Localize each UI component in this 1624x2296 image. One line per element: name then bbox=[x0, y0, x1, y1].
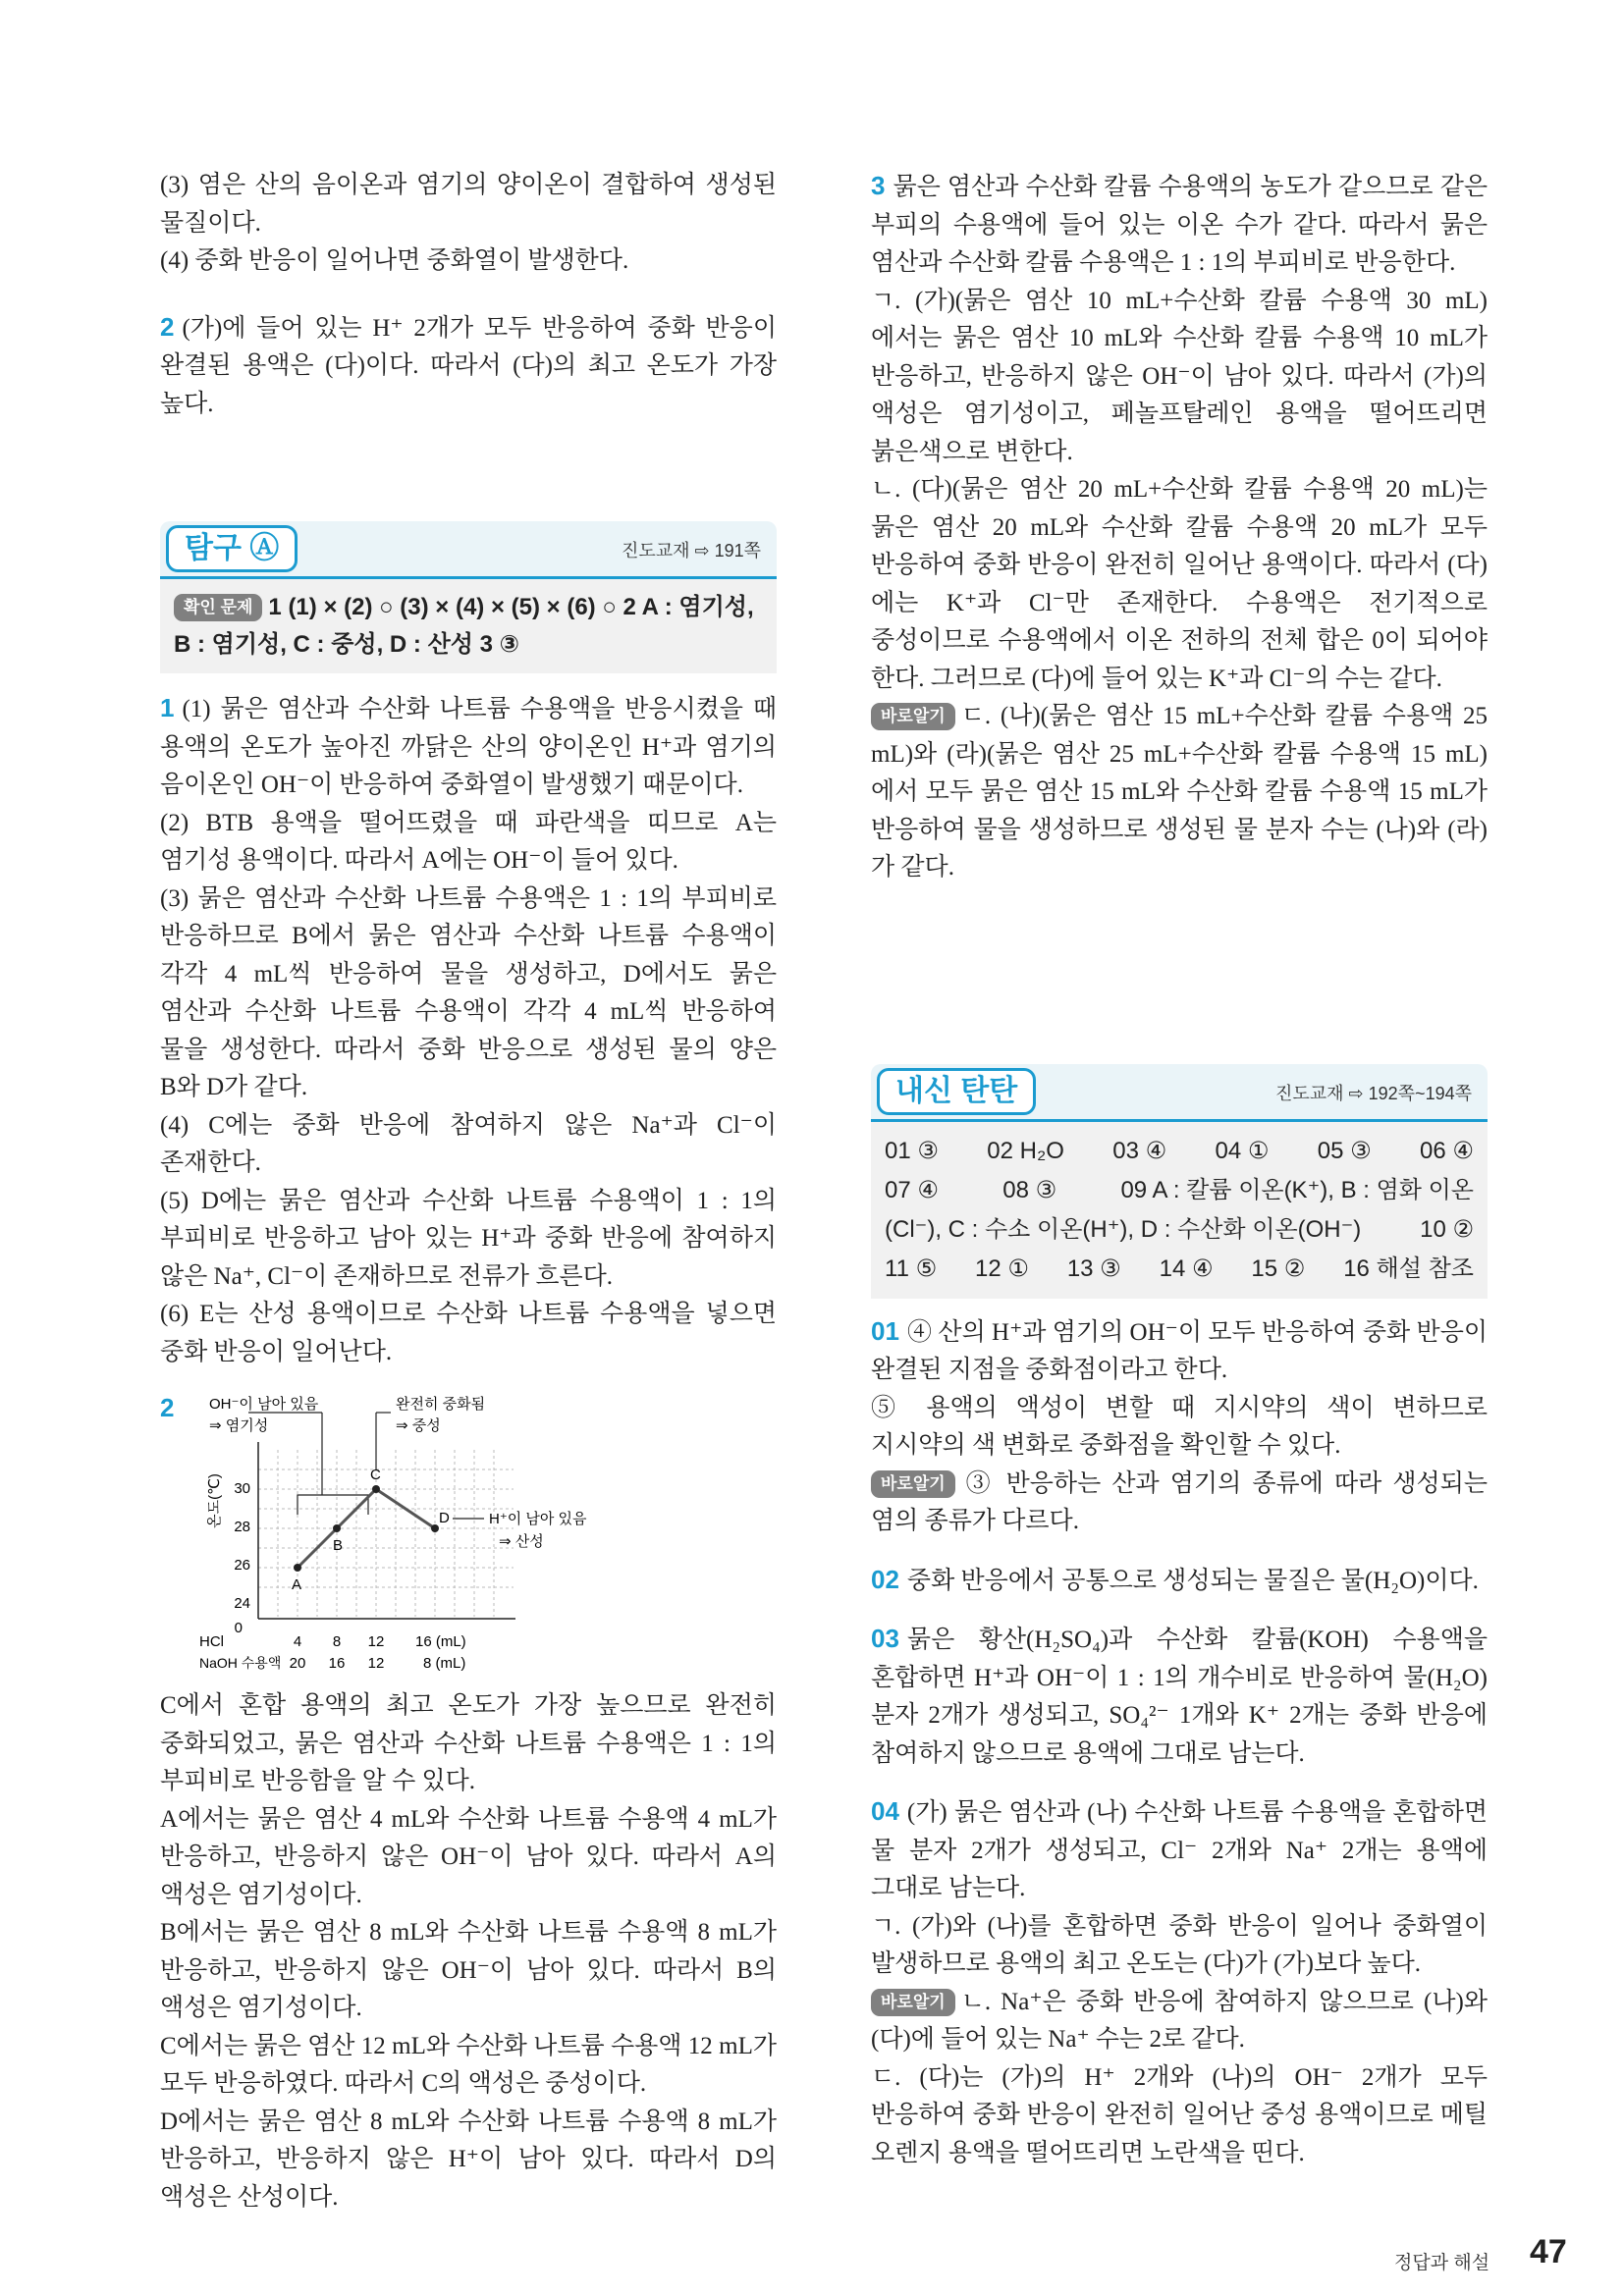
hcl-tick: 4 bbox=[293, 1633, 302, 1650]
answer-cell: 09 A : 칼륨 이온(K⁺), B : 염화 이온 bbox=[1120, 1176, 1474, 1203]
check-problem-tag: 확인 문제 bbox=[174, 594, 262, 621]
answer-cell: 14 ④ bbox=[1159, 1255, 1214, 1282]
answer-text: ④ 산의 H⁺과 염기의 OH⁻이 모두 반응하여 중화 반응이 완결된 지점을 중화점이라고 한다. bbox=[871, 1318, 1488, 1383]
intro-paragraph-3: (3) 염은 산의 음이온과 염기의 양이온이 결합하여 생성된 물질이다. bbox=[160, 172, 777, 237]
naesin-title: 내신 탄탄 bbox=[877, 1068, 1036, 1115]
answer-3-para-1 bbox=[871, 167, 1488, 283]
answer-2b-para-3: B에서는 묽은 염산 8 mL와 수산화 나트륨 수용액 8 mL가 반응하고, 반응하지 않은 OH⁻이 남아 있다. 따라서 B의 액성은 염기성이다. bbox=[160, 1919, 777, 2021]
answer-1-para-1 bbox=[160, 689, 777, 805]
answer-row bbox=[885, 1210, 1474, 1250]
correction-tag: 바로알기 bbox=[871, 1989, 955, 2016]
neutralized-label: 완전히 중화됨 bbox=[396, 1396, 486, 1413]
answer-02 bbox=[871, 1561, 1488, 1601]
naoh-tick: 8 (mL) bbox=[423, 1655, 466, 1672]
answer-04-para-3: ㄷ. (다)는 (가)의 H⁺ 2개와 (나)의 OH⁻ 2개가 모두 반응하여 중화 반응이 완전히 일어난 중성 용액이므로 메틸 오렌지 용액을 떨어뜨리면 노란색을 띤다. bbox=[871, 2063, 1488, 2166]
naesin-answers bbox=[871, 1122, 1488, 1299]
answer-cell: 07 ④ bbox=[885, 1176, 939, 1203]
answer-cell: 01 ③ bbox=[885, 1137, 939, 1164]
tamgu-reference: 진도교재 ⇨ 191쪽 bbox=[621, 541, 761, 561]
answer-cell: 10 ② bbox=[1420, 1215, 1474, 1243]
correction-text: ③ 반응하는 산과 염기의 종류에 따라 생성되는 염의 종류가 다르다. bbox=[871, 1469, 1488, 1534]
naoh-tick: 16 bbox=[328, 1655, 346, 1672]
answer-number: 2 bbox=[160, 311, 175, 342]
answer-cell: 05 ③ bbox=[1317, 1137, 1372, 1164]
basic-label: ⇒ 염기성 bbox=[209, 1417, 269, 1434]
answer-text: 묽은 황산(H₂SO₄)과 수산화 칼륨(KOH) 수용액을 혼합하면 H⁺과 OH⁻이 1 : 1의 개수비로 반응하여 물(H₂O) 분자 2개가 생성되고, SO₄²⁻ 1개와 K⁺ 2개는 중화 반응에 참여하지 않으므로 용액에 그대로 남는다. bbox=[871, 1627, 1488, 1767]
answer-cell: 12 ① bbox=[975, 1255, 1029, 1282]
answer-text: (1) 묽은 염산과 수산화 나트륨 수용액을 반응시켰을 때 용액의 온도가 높아진 까닭은 산의 양이온인 H⁺과 염기의 음이온인 OH⁻이 반응하여 중화열이 발생했기 때문이다. bbox=[160, 696, 777, 798]
y-tick-26: 26 bbox=[234, 1557, 250, 1574]
naesin-reference: 진도교재 ⇨ 192쪽~194쪽 bbox=[1275, 1083, 1472, 1103]
answer-row bbox=[885, 1250, 1474, 1289]
figure-block bbox=[160, 1393, 777, 1678]
oh-remaining-label: OH⁻이 남아 있음 bbox=[209, 1396, 319, 1413]
answer-cell: 04 ① bbox=[1215, 1137, 1270, 1164]
answer-03 bbox=[871, 1620, 1488, 1773]
answer-2b-para-2: A에서는 묽은 염산 4 mL와 수산화 나트륨 수용액 4 mL가 반응하고, 반응하지 않은 OH⁻이 남아 있다. 따라서 A의 액성은 염기성이다. bbox=[160, 1805, 777, 1908]
temperature-graph bbox=[199, 1393, 651, 1678]
answer-row bbox=[885, 1171, 1474, 1210]
tamgu-title: 탐구 Ⓐ bbox=[166, 525, 298, 572]
naoh-axis-label: NaOH 수용액 bbox=[199, 1655, 282, 1671]
answer-text: (가)에 들어 있는 H⁺ 2개가 모두 반응하여 중화 반응이 완결된 용액은 (다)이다. 따라서 (다)의 최고 온도가 가장 높다. bbox=[160, 314, 777, 417]
answer-1-para-6: (6) E는 산성 용액이므로 수산화 나트륨 수용액을 넣으면 중화 반응이 일어난다. bbox=[160, 1301, 777, 1365]
answer-number: 04 bbox=[871, 1796, 899, 1826]
answer-cell: 11 ⑤ bbox=[885, 1255, 938, 1282]
answer-2b-para-1: C에서 혼합 용액의 최고 온도가 가장 높으므로 완전히 중화되었고, 묽은 염산과 수산화 나트륨 수용액은 1 : 1의 부피비로 반응함을 알 수 있다. bbox=[160, 1692, 777, 1794]
answer-1-para-4: (4) C에는 중화 반응에 참여하지 않은 Na⁺과 Cl⁻이 존재한다. bbox=[160, 1111, 777, 1176]
point-c-label: C bbox=[370, 1467, 381, 1483]
acidic-label: ⇒ 산성 bbox=[499, 1533, 544, 1550]
naesin-header bbox=[871, 1064, 1488, 1122]
tamgu-answers bbox=[160, 579, 777, 673]
answer-01-para-2: ⑤ 용액의 액성이 변할 때 지시약의 색이 변하므로 지시약의 색 변화로 중화점을 확인할 수 있다. bbox=[871, 1394, 1488, 1459]
answer-3-para-2: ㄱ. (가)(묽은 염산 10 mL+수산화 칼륨 수용액 30 mL)에서는 묽은 염산 10 mL와 수산화 칼륨 수용액 10 mL가 반응하고, 반응하지 않은 OH⁻이 남아 있다. 따라서 (가)의 액성은 염기성이고, 페놀프탈레인 용액을 떨어뜨리면 붉은색으로 변한다. bbox=[871, 287, 1488, 465]
tamgu-header bbox=[160, 521, 777, 579]
answer-1-para-3: (3) 묽은 염산과 수산화 나트륨 수용액은 1 : 1의 부피비로 반응하므로 B에서 묽은 염산과 수산화 나트륨 수용액이 각각 4 mL씩 반응하여 물을 생성하고, D에서도 묽은 염산과 수산화 나트륨 수용액이 각각 4 mL씩 반응하여 물을 생성한다. 따라서 중화 반응으로 생성된 물의 양은 B와 D가 같다. bbox=[160, 884, 777, 1100]
answer-number: 1 bbox=[160, 693, 175, 722]
answer-number: 3 bbox=[871, 171, 886, 200]
answer-number: 03 bbox=[871, 1624, 899, 1653]
point-b bbox=[333, 1524, 341, 1532]
answer-2 bbox=[160, 308, 777, 424]
answer-1-para-2: (2) BTB 용액을 떨어뜨렸을 때 파란색을 띠므로 A는 염기성 용액이다. 따라서 A에는 OH⁻이 들어 있다. bbox=[160, 809, 777, 874]
tamgu-answer-text: 1 (1) × (2) ○ (3) × (4) × (5) × (6) ○ 2 A : 염기성, B : 염기성, C : 중성, D : 산성 3 ③ bbox=[174, 594, 754, 658]
footer-label: 정답과 해설 bbox=[1394, 2253, 1490, 2273]
hcl-tick: 8 bbox=[332, 1633, 342, 1650]
answer-2b-para-4: C에서는 묽은 염산 12 mL와 수산화 나트륨 수용액 12 mL가 모두 반응하였다. 따라서 C의 액성은 중성이다. bbox=[160, 2032, 777, 2097]
answer-2b-para-5: D에서는 묽은 염산 8 mL와 수산화 나트륨 수용액 8 mL가 반응하고, 반응하지 않은 H⁺이 남아 있다. 따라서 D의 액성은 산성이다. bbox=[160, 2108, 777, 2211]
answer-04-para-1 bbox=[871, 1792, 1488, 1908]
naesin-box bbox=[871, 1064, 1488, 1299]
page-number: 47 bbox=[1530, 2233, 1567, 2270]
naoh-tick: 20 bbox=[289, 1655, 306, 1672]
answer-cell: 08 ③ bbox=[1002, 1176, 1057, 1203]
neutral-label: ⇒ 중성 bbox=[396, 1417, 441, 1434]
answer-cell: 15 ② bbox=[1251, 1255, 1306, 1282]
answer-text: (가) 묽은 염산과 (나) 수산화 나트륨 수용액을 혼합하면 물 분자 2개가 생성되고, Cl⁻ 2개와 Na⁺ 2개는 용액에 그대로 남는다. bbox=[871, 1799, 1488, 1901]
answer-text: 묽은 염산과 수산화 칼륨 수용액의 농도가 같으므로 같은 부피의 수용액에 들어 있는 이온 수가 같다. 따라서 묽은 염산과 수산화 칼륨 수용액은 1 : 1의 부피비로 반응한다. bbox=[871, 174, 1488, 276]
answer-text: 중화 반응에서 공통으로 생성되는 물질은 물(H₂O)이다. bbox=[906, 1567, 1479, 1594]
right-column bbox=[871, 167, 1488, 2172]
answer-04-para-2: ㄱ. (가)와 (나)를 혼합하면 중화 반응이 일어나 중화열이 발생하므로 용액의 최고 온도는 (다)가 (가)보다 높다. bbox=[871, 1912, 1488, 1977]
answer-cell: (Cl⁻), C : 수소 이온(H⁺), D : 수산화 이온(OH⁻) bbox=[885, 1215, 1362, 1243]
answer-cell: 16 해설 참조 bbox=[1343, 1255, 1474, 1282]
point-a-label: A bbox=[292, 1576, 302, 1593]
answer-04-correction bbox=[871, 1984, 1488, 2059]
h-remaining-label: H⁺이 남아 있음 bbox=[489, 1511, 587, 1527]
answer-cell: 13 ③ bbox=[1066, 1255, 1121, 1282]
answer-cell: 02 H₂O bbox=[987, 1137, 1064, 1164]
answer-3-para-3: ㄴ. (다)(묽은 염산 20 mL+수산화 칼륨 수용액 20 mL)는 묽은 염산 20 mL와 수산화 칼륨 수용액 20 mL가 모두 반응하여 중화 반응이 완전히 일어난 용액이다. 따라서 (다)에는 K⁺과 Cl⁻만 존재한다. 수용액은 전기적으로 중성이므로 수용액에서 이온 전하의 전체 합은 0이 되어야 한다. 그러므로 (다)에 들어 있는 K⁺과 Cl⁻의 수는 같다. bbox=[871, 476, 1488, 692]
point-c bbox=[372, 1485, 380, 1493]
point-b-label: B bbox=[333, 1537, 344, 1554]
answer-number: 01 bbox=[871, 1315, 899, 1346]
correction-text: ㄴ. Na⁺은 중화 반응에 참여하지 않으므로 (나)와 (다)에 들어 있는 Na⁺ 수는 2로 같다. bbox=[871, 1988, 1488, 2053]
y-tick-24: 24 bbox=[234, 1595, 250, 1612]
left-column bbox=[160, 167, 777, 2216]
correction-tag: 바로알기 bbox=[871, 703, 955, 730]
y-tick-28: 28 bbox=[234, 1519, 250, 1535]
naoh-tick: 12 bbox=[367, 1655, 385, 1672]
y-tick-0: 0 bbox=[234, 1620, 243, 1636]
hcl-tick: 16 (mL) bbox=[415, 1633, 466, 1650]
correction-text: ㄷ. (나)(묽은 염산 15 mL+수산화 칼륨 수용액 25 mL)와 (라)(묽은 염산 25 mL+수산화 칼륨 수용액 15 mL)에서 모두 묽은 염산 15 mL와 수산화 칼륨 수용액 15 mL가 반응하여 물을 생성하므로 생성된 물 분자 수는 (나)와 (라)가 같다. bbox=[871, 703, 1488, 881]
correction-tag: 바로알기 bbox=[871, 1470, 955, 1498]
hcl-axis-label: HCl bbox=[199, 1633, 224, 1650]
answer-01-para-1 bbox=[871, 1312, 1488, 1390]
answer-cell: 06 ④ bbox=[1420, 1137, 1474, 1164]
y-tick-30: 30 bbox=[234, 1480, 250, 1497]
answer-row bbox=[885, 1132, 1474, 1171]
answer-number: 02 bbox=[871, 1564, 899, 1594]
answer-cell: 03 ④ bbox=[1112, 1137, 1167, 1164]
answer-3-correction bbox=[871, 698, 1488, 887]
point-d bbox=[431, 1524, 439, 1532]
point-d-label: D bbox=[439, 1510, 450, 1526]
hcl-tick: 12 bbox=[367, 1633, 385, 1650]
intro-paragraph-4: (4) 중화 반응이 일어나면 중화열이 발생한다. bbox=[160, 247, 629, 274]
point-a bbox=[294, 1564, 301, 1572]
tamgu-box bbox=[160, 521, 777, 673]
answer-01-correction bbox=[871, 1466, 1488, 1541]
y-axis-label: 온도(℃) bbox=[206, 1473, 223, 1528]
answer-1-para-5: (5) D에는 묽은 염산과 수산화 나트륨 수용액이 1 : 1의 부피비로 반응하고 남아 있는 H⁺과 중화 반응에 참여하지 않은 Na⁺, Cl⁻이 존재하므로 전류가 흐른다. bbox=[160, 1187, 777, 1290]
answer-number: 2 bbox=[160, 1393, 175, 1422]
